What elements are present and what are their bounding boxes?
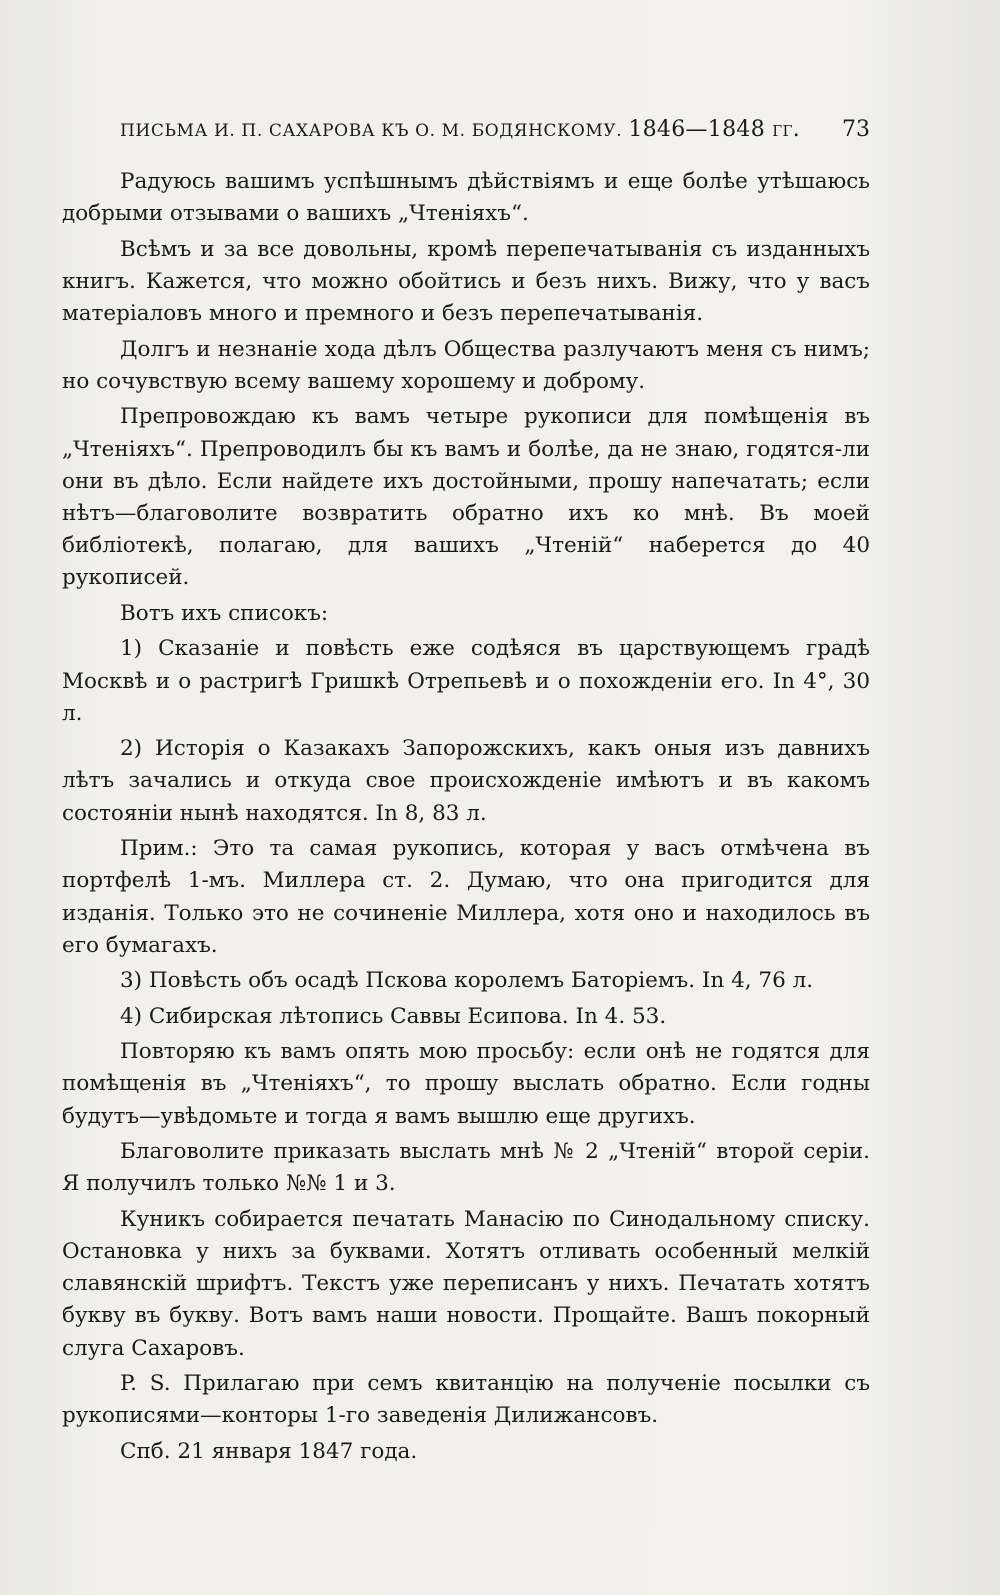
paragraph-request: Повторяю къ вамъ опять мою просьбу: если онѣ не годятся для помѣщенія въ „Чтеніяхъ“, то прошу выслать обратно. Если годны будутъ—увѣдомьте и тогда я вамъ вышлю еще другихъ. [62, 1039, 870, 1129]
date-line: Спб. 21 января 1847 года. [120, 1438, 418, 1464]
paragraph-1: Радуюсь вашимъ успѣшнымъ дѣйствіямъ и еще болѣе утѣшаюсь добрыми отзывами о вашихъ „Чтеніяхъ“. [62, 169, 870, 227]
letter-body [62, 166, 870, 1471]
running-head [120, 117, 870, 149]
paragraph-3: Долгъ и незнаніе хода дѣлъ Общества разлучаютъ меня съ нимъ; но сочувствую всему вашему хорошему и доброму. [62, 336, 870, 394]
postscript: P. S. Прилагаю при семъ квитанцію на полученіе посылки съ рукописями—конторы 1-го заведенія Дилижансовъ. [62, 1371, 870, 1429]
manuscript-item-1: 1) Сказаніе и повѣсть еже содѣяся въ царствующемъ градѣ Москвѣ и о растригѣ Гришкѣ Отрепьевѣ и о похожденіи его. In 4°, 30 л. [62, 636, 870, 726]
running-title-text: ПИСЬМА И. П. САХАРОВА КЪ О. М. БОДЯНСКОМУ. [120, 121, 623, 141]
manuscript-item-3: 3) Повѣсть объ осадѣ Пскова королемъ Баторіемъ. In 4, 76 л. [120, 968, 814, 994]
note-paragraph: Прим.: Это та самая рукопись, которая у васъ отмѣчена въ портфелѣ 1-мъ. Миллера ст. 2. Думаю, что она пригодится для изданія. Только это не сочиненіе Миллера, хотя оно и находилось въ его бумагахъ. [62, 836, 870, 958]
running-title-years: 1846—1848 гг. [628, 117, 801, 142]
paragraph-issue: Благоволите приказать выслать мнѣ № 2 „Чтеній“ второй серіи. Я получилъ только №№ 1 и 3. [62, 1139, 870, 1197]
paragraph-news: Куникъ собирается печатать Манасію по Синодальному списку. Остановка у нихъ за буквами. Хотятъ отливать особенный мелкій славянскій шрифтъ. Текстъ уже переписанъ у нихъ. Печатать хотятъ букву въ букву. Вотъ вамъ наши новости. Прощайте. Вашъ покорный слуга Сахаровъ. [62, 1206, 870, 1361]
page-number: 73 [842, 117, 870, 142]
manuscript-item-2: 2) Исторія о Казакахъ Запорожскихъ, какъ оныя изъ давнихъ лѣтъ зачались и откуда свое происхожденіе имѣютъ и въ какомъ состояніи нынѣ находятся. In 8, 83 л. [62, 736, 870, 826]
paragraph-2: Всѣмъ и за все довольны, кромѣ перепечатыванія съ изданныхъ книгъ. Кажется, что можно обойтись и безъ нихъ. Вижу, что у васъ матеріаловъ много и премного и безъ перепечатыванія. [62, 236, 870, 327]
manuscript-item-4: 4) Сибирская лѣтопись Саввы Есипова. In 4. 53. [120, 1003, 667, 1029]
paragraph-4: Препровождаю къ вамъ четыре рукописи для помѣщенія въ „Чтеніяхъ“. Препроводилъ бы къ вамъ и болѣе, да не знаю, годятся-ли они въ дѣло. Если найдете ихъ достойными, прошу напечатать; если нѣтъ—благоволите возвратить обратно ихъ ко мнѣ. Въ моей библіотекѣ, полагаю, для вашихъ „Чтеній“ наберется до 40 рукописей. [62, 404, 870, 591]
paragraph-5: Вотъ ихъ списокъ: [120, 600, 329, 626]
running-title [120, 117, 800, 142]
